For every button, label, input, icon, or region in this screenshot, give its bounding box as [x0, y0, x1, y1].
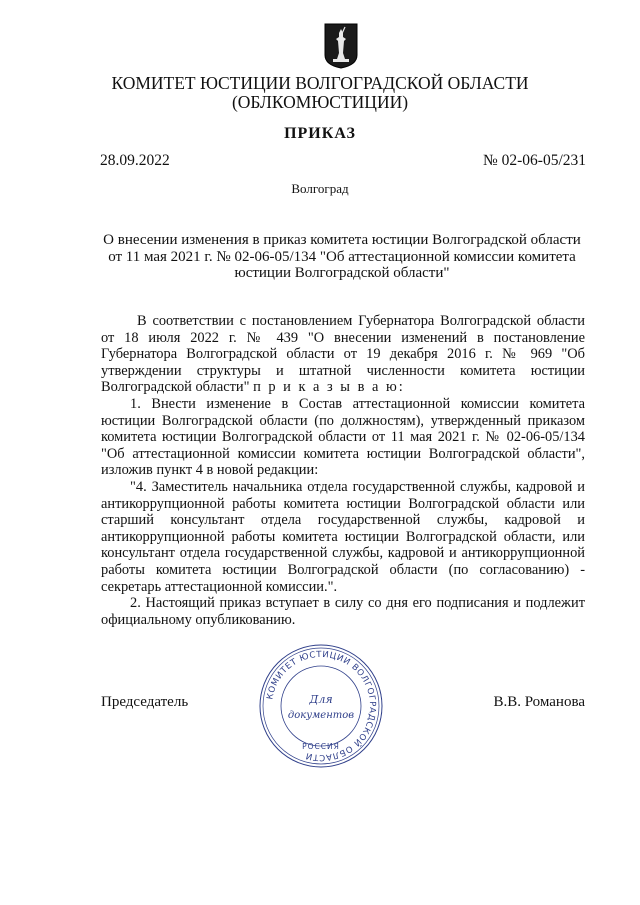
order-subject [102, 232, 582, 282]
signer-title: Председатель [101, 694, 189, 710]
seal-ring-text: КОМИТЕТ ЮСТИЦИИ ВОЛГОГРАДСКОЙ ОБЛАСТИ [265, 649, 378, 763]
order-number: № 02-06-05/231 [482, 152, 586, 169]
coat-of-arms-icon [324, 23, 358, 69]
subject-line: от 11 мая 2021 г. № 02-06-05/134 "Об аттестационной комиссии комитета [108, 248, 576, 265]
subject-line: О внесении изменения в приказ комитета юстиции Волгоградской области [103, 232, 581, 248]
order-word: п р и к а з ы в а ю: [253, 379, 405, 396]
order-date: 28.09.2022 [100, 152, 170, 169]
preamble-text: В соответствии с постановлением Губернатора Волгоградской области от 18 июля 2022 г. № 439 "О внесении изменений в постановление Губернатора Волгоградской области от 19 декабря 2016 г. № 969 "Об утверждении структуры и штатной численности комитета юстиции Волгоградской области" [101, 313, 585, 396]
seal-center-line-1: Для [309, 693, 333, 706]
order-body [101, 313, 585, 628]
seal-bottom-text: РОССИЯ [302, 742, 340, 751]
subject-line: юстиции Волгоградской области" [234, 265, 450, 281]
preamble-paragraph [101, 313, 585, 396]
item-2: 2. Настоящий приказ вступает в силу со дня его подписания и подлежит официальному опубликованию. [101, 595, 585, 628]
item-1: 1. Внести изменение в Состав аттестационной комиссии комитета юстиции Волгоградской области (по должностям), утвержденный приказом комитета юстиции Волгоградской области от 11 мая 2021 г. № 02-06-05/134 "Об аттестационной комиссии комитета юстиции Волгоградской области", изложив пункт 4 в новой редакции: [101, 395, 585, 479]
document-type: ПРИКАЗ [284, 125, 356, 142]
official-seal-icon [258, 643, 384, 769]
signer-name: В.В. Романова [493, 694, 585, 710]
seal-center-line-2: документов [287, 710, 355, 721]
city: Волгоград [291, 181, 349, 196]
organization-short-name: (ОБЛКОМЮСТИЦИИ) [231, 92, 409, 112]
organization-name: КОМИТЕТ ЮСТИЦИИ ВОЛГОГРАДСКОЙ ОБЛАСТИ [111, 73, 529, 93]
item-1-quote: "4. Заместитель начальника отдела государственной службы, кадровой и антикоррупционной работы комитета юстиции Волгоградской области или старший консультант отдела государственной службы, кадровой и антикоррупционной работы комитета юстиции Волгоградской области, или консультант отдела государственной службы, кадровой и антикоррупционной работы комитета юстиции Волгоградской области (по согласованию) - секретарь аттестационной комиссии.". [101, 478, 585, 595]
